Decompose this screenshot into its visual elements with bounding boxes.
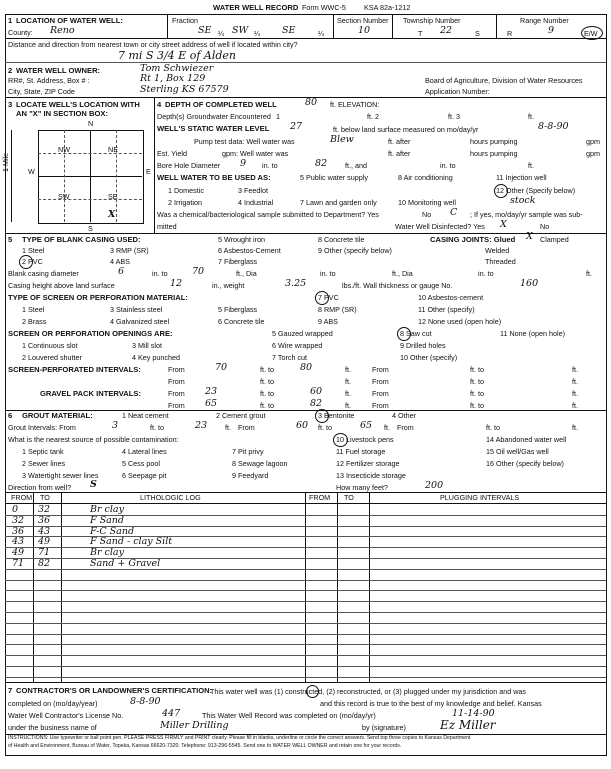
gravel-ft-2: ft. [345,401,351,410]
gravel-from-1: From [168,389,185,398]
log-row-line [5,655,606,656]
log-to-header: TO [40,493,50,502]
distance-value: 7 mi S 3/4 E of Alden [118,49,236,62]
township-label: Township Number [403,16,461,25]
section-number-value: 10 [358,25,371,36]
static-level-value: 27 [290,121,303,132]
city-label: City, State, ZIP Code [8,87,75,96]
gravel-to-1-value: 60 [310,386,323,397]
log-row-line [5,677,606,678]
bore-in-to-2: in. to [440,161,456,170]
bore-value: 9 [240,158,247,169]
diameter-in-to: in. to [152,269,168,278]
grout-label: GROUT MATERIAL: [22,411,93,420]
screen-9: 9 ABS [318,317,338,326]
township-s: S [475,29,480,38]
section-1-number: 1 [8,16,13,25]
signature-value: Ez Miller [440,718,496,732]
opening-11: 11 None (open hole) [500,329,565,338]
how-many-value: 200 [425,480,444,491]
opening-3: 3 Mill slot [132,341,162,350]
log-row-line [5,569,606,570]
sample-mitted: mitted [157,222,177,231]
log-row-from: 49 [12,547,25,558]
source-12: 12 Fertilizer storage [336,459,400,468]
joints-glued-x: X [526,231,533,242]
yield-gpm: gpm: Well water was [222,149,289,158]
groundwater-3: ft. 3 [448,112,460,121]
direction-value: S [90,479,97,490]
casing-9: 9 Other (specify below) [318,246,392,255]
grout-intervals-label: Grout Intervals: From [8,423,76,432]
section-5-number: 5 [8,235,13,244]
fraction-3: SE [282,25,296,36]
location-x-mark: X [108,209,116,220]
screen-7: 7 PVC [318,293,339,302]
bore-to-value: 82 [315,158,328,169]
opening-6: 6 Wire wrapped [272,341,323,350]
instructions-line-1: INSTRUCTIONS: Use typewriter or ball point pen. PLEASE PRESS FIRMLY and PRINT clearly. Please fill in blanks, underline or circle the correct answers. Send top three copies to Kansas Department [8,735,471,741]
contamination-label: What is the nearest source of possible contamination: [8,435,179,444]
constructed-circle [306,685,319,698]
address-label: RR#, St. Address, Box # : [8,76,90,85]
perf-ft-1: ft. [345,365,351,374]
sample-c-mark: C [450,207,458,218]
township-value: 22 [440,25,453,36]
log-row-description: Br clay [90,547,124,558]
openings-label: SCREEN OR PERFORATION OPENINGS ARE: [8,329,173,338]
other-use-value: stock [510,195,536,206]
pump-test-value: Blew [330,134,354,145]
range-ew-circle [581,26,603,40]
bore-label: Bore Hole Diameter [157,161,221,170]
gravel-from-r2: From [372,401,389,410]
grout-2-from: 60 [296,420,309,431]
gravel-to-r1: ft. to [470,389,484,398]
casing-2: 2 PVC [22,257,43,266]
yield-gpm-end: gpm [586,149,600,158]
opening-2: 2 Louvered shutter [22,353,82,362]
instructions-line-2: of Health and Environment, Bureau of Water, Topeka, Kansas 66620-7320. Telephone: 913-296-5545. Send one to WATER WELL OWNER and retain one for your records. [8,743,402,749]
use-8: 8 Air conditioning [398,173,453,182]
log-row-description: F Sand [90,515,124,526]
county-label: County: [8,28,33,37]
pump-gpm: gpm [586,137,600,146]
depth-value: 80 [305,97,318,108]
perf-from-1: From [168,365,185,374]
certification-label: CONTRACTOR'S OR LANDOWNER'S CERTIFICATION: [16,686,213,695]
log-row-line [5,644,606,645]
quadrant-nw: NW [58,145,70,154]
casing-5: 5 Wrought iron [218,235,266,244]
casing-weight-value: 3.25 [285,278,307,289]
log-row-to: 82 [38,558,51,569]
gravel-label: GRAVEL PACK INTERVALS: [40,389,141,398]
casing-3: 3 RMP (SR) [110,246,149,255]
perf-ft-2: ft. [572,365,578,374]
certification-line-2: and this record is true to the best of my knowledge and belief. Kansas [320,699,542,708]
pump-ft-after: ft. after [388,137,411,146]
quarter-2: ¼ [254,29,260,38]
address-value: Rt 1, Box 129 [140,73,206,84]
plugging-header: PLUGGING INTERVALS [440,493,520,502]
opening-9: 9 Drilled holes [400,341,446,350]
gravel-from-1-value: 23 [205,386,218,397]
locate-label-1: LOCATE WELL'S LOCATION WITH [16,100,140,109]
quarter-1: ¼ [218,29,224,38]
casing-2-circle [19,255,33,269]
quarter-3: ¼ [318,29,324,38]
grout-2-ft-from: ft. [384,423,390,432]
screen-2: 2 Brass [22,317,47,326]
diameter-ft-dia: ft., Dia [236,269,257,278]
mile-label: 1 Mile [1,152,10,172]
screen-5: 5 Fiberglass [218,305,258,314]
static-level-label: WELL'S STATIC WATER LEVEL [157,124,270,133]
screen-6: 6 Concrete tile [218,317,265,326]
perforated-label: SCREEN-PERFORATED INTERVALS: [8,365,141,374]
opening-4: 4 Key punched [132,353,180,362]
how-many-label: How many feet? [336,483,388,492]
source-3: 3 Watertight sewer lines [22,471,99,480]
bore-ft: ft. [528,161,534,170]
range-label: Range Number [520,16,569,25]
depth-label: DEPTH OF COMPLETED WELL [165,100,277,109]
joints-welded: Welded [485,246,510,255]
compass-e: E [146,167,151,176]
fraction-2: SW [232,25,249,36]
license-value: 447 [162,708,181,719]
log-row-description: Sand + Gravel [90,558,161,569]
yield-ft-after: ft. after [388,149,411,158]
casing-height-value: 12 [170,278,183,289]
range-r: R [507,29,513,38]
yield-hours: hours pumping [470,149,518,158]
compass-n: N [88,119,94,128]
log-row-line [5,601,606,602]
use-11: 11 Injection well [496,173,547,182]
casing-7: 7 Fiberglass [218,257,258,266]
grout-4: 4 Other [392,411,416,420]
plug-from-header: FROM [309,493,331,502]
perf-from-2: From [372,365,389,374]
perf-from-4: From [372,377,389,386]
use-5: 5 Public water supply [300,173,368,182]
screen-10: 10 Asbestos-cement [418,293,484,302]
section-box [38,130,144,224]
grout-3-to-label: ft. to [486,423,500,432]
gravel-to-2-value: 82 [310,398,323,409]
compass-w: W [28,167,35,176]
direction-label: Direction from well? [8,483,72,492]
use-2: 2 Irrigation [168,198,202,207]
section-number-label: Section Number [337,16,389,25]
log-row-description: Br clay [90,504,124,515]
quadrant-ne: NE [108,145,118,154]
grout-1-ft-from: ft. [225,423,231,432]
diameter-label: Blank casing diameter [8,269,79,278]
grout-3-from-label: From [397,423,414,432]
owner-value: Tom Schwiezer [140,63,214,74]
gravel-from-2: From [168,401,185,410]
certification-line-1: This water well was (1) constructed, (2) reconstructed, or (3) plugged under my jurisdiction and was [210,687,526,696]
distance-label: Distance and direction from nearest town or city street address of well if located within city? [8,40,298,49]
use-10: 10 Monitoring well [398,198,456,207]
opening-5: 5 Gauzed wrapped [272,329,333,338]
opening-1: 1 Continuous slot [22,341,78,350]
fraction-label: Fraction [172,16,198,25]
joints-clamped: Clamped [540,235,569,244]
grout-2-from-label: From [238,423,255,432]
record-completed-date: 11-14-90 [452,708,495,719]
static-level-date: 8-8-90 [538,121,569,132]
log-row-description: F-C Sand [90,526,135,537]
source-7: 7 Pit privy [232,447,264,456]
log-row-to: 32 [38,504,51,515]
sample-no: No [422,210,432,219]
source-5: 5 Cess pool [122,459,160,468]
source-13: 13 Insecticide storage [336,471,406,480]
grout-1-from: 3 [112,420,119,431]
gravel-to-r2: ft. to [470,401,484,410]
source-15: 15 Oil well/Gas well [486,447,549,456]
business-value: Miller Drilling [160,720,229,731]
grout-3-ft: ft. [572,423,578,432]
casing-weight-label: in., weight [212,281,245,290]
log-row-to: 43 [38,526,51,537]
location-label: LOCATION OF WATER WELL: [16,16,123,25]
use-7: 7 Lawn and garden only [300,198,377,207]
use-12-circle [494,184,508,198]
source-2: 2 Sewer lines [22,459,66,468]
bore-in-to: in. to [262,161,278,170]
use-4: 4 Industrial [238,198,274,207]
diameter-to-value: 70 [192,266,205,277]
city-value: Sterling KS 67579 [140,84,229,95]
screen-4: 4 Galvanized steel [110,317,170,326]
compass-s: S [88,224,93,233]
log-row-line [5,612,606,613]
opening-8: 8 Saw cut [400,329,432,338]
groundwater-ft: ft. [528,112,534,121]
screen-3: 3 Stainless steel [110,305,163,314]
section-7-number: 7 [8,686,13,695]
log-from-header: FROM [11,493,33,502]
perf-to-1: ft. to [260,365,274,374]
grout-2: 2 Cement grout [216,411,266,420]
source-14: 14 Abandoned water well [486,435,567,444]
casing-height-label: Casing height above land surface [8,281,115,290]
log-row-from: 43 [12,536,25,547]
screen-11: 11 Other (specify) [418,305,475,314]
groundwater-1: 1 [276,112,280,121]
use-12: 12 Other (Specify below) [496,186,576,195]
log-row-from: 71 [12,558,25,569]
range-value: 9 [548,25,555,36]
lithologic-header: LITHOLOGIC LOG [140,493,201,502]
section-3-number: 3 [8,100,13,109]
application-number-label: Application Number: [425,87,490,96]
disinfected-label: Water Well Disinfected? Yes [395,222,485,231]
log-row-line [5,666,606,667]
static-level-rest: ft. below land surface measured on mo/day/yr [333,125,479,134]
grout-1-to-label: ft. to [150,423,164,432]
fraction-1: SE [198,25,212,36]
casing-1: 1 Steel [22,246,45,255]
log-row-from: 36 [12,526,25,537]
log-row-to: 36 [38,515,51,526]
quadrant-se: SE [108,192,118,201]
board-label: Board of Agriculture, Division of Water Resources [425,76,583,85]
township-t: T [418,29,423,38]
gravel-from-r1: From [372,389,389,398]
joints-label: CASING JOINTS: Glued [430,235,516,244]
form-number: Form WWC-5 [302,3,346,12]
log-row-to: 71 [38,547,51,558]
source-16: 16 Other (specify below) [486,459,564,468]
grout-2-to-label: ft. to [318,423,332,432]
groundwater-2: ft. 2 [367,112,379,121]
completed-label: completed on (mo/day/year) [8,699,98,708]
diameter-ft-dia-2: ft., Dia [392,269,413,278]
source-10-circle [333,433,348,447]
county-value: Reno [50,25,75,36]
source-1: 1 Septic tank [22,447,64,456]
bore-rest: ft., and [345,161,367,170]
screen-12: 12 None used (open hole) [418,317,502,326]
quadrant-sw: SW [58,192,70,201]
gauge-value: 160 [520,278,539,289]
pump-test-label: Pump test data: Well water was [194,137,295,146]
joints-threaded: Threaded [485,257,516,266]
gravel-ft-r1: ft. [572,389,578,398]
ksa-reference: KSA 82a-1212 [364,3,411,12]
license-label: Water Well Contractor's License No. [8,711,124,720]
uses-label: WELL WATER TO BE USED AS: [157,173,271,182]
casing-4: 4 ABS [110,257,130,266]
elevation-label: ft. ELEVATION: [330,100,380,109]
screen-7-circle [315,291,329,305]
diameter-in-to-3: in. to [478,269,494,278]
perf-from-3: From [168,377,185,386]
log-row-description: F Sand - clay Silt [90,536,173,547]
grout-3-circle [315,409,329,423]
perf-to-3: ft. to [260,377,274,386]
perf-to-2: ft. to [470,365,484,374]
section-6-number: 6 [8,411,13,420]
casing-8: 8 Concrete tile [318,235,365,244]
owner-label: WATER WELL OWNER: [16,66,101,75]
gravel-to-2: ft. to [260,401,274,410]
log-row-line [5,590,606,591]
gravel-ft-r2: ft. [572,401,578,410]
opening-7: 7 Torch cut [272,353,308,362]
screen-material-label: TYPE OF SCREEN OR PERFORATION MATERIAL: [8,293,188,302]
source-10: 10 Livestock pens [336,435,394,444]
grout-3: 3 Bentonite [318,411,355,420]
perf-ft-4: ft. [572,377,578,386]
form-title: WATER WELL RECORD [213,3,299,12]
grout-1: 1 Neat cement [122,411,169,420]
diameter-ft: ft. [586,269,592,278]
section-4-number: 4 [157,100,162,109]
signature-label: by (signature) [362,723,406,732]
gravel-ft-1: ft. [345,389,351,398]
grout-1-to: 23 [195,420,208,431]
log-row-line [5,580,606,581]
perf-from-value: 70 [215,362,228,373]
section-2-number: 2 [8,66,13,75]
gravel-from-2-value: 65 [205,398,218,409]
sample-question: Was a chemical/bacteriological sample submitted to Department? Yes [157,210,379,219]
opening-8-circle [397,327,411,341]
perf-to-4: ft. to [470,377,484,386]
disinfected-no: No [540,222,550,231]
sample-if-yes: ; If yes, mo/day/yr sample was sub- [470,210,583,219]
screen-8: 8 RMP (SR) [318,305,357,314]
source-11: 11 Fuel storage [336,447,386,456]
range-ew: E/W [584,29,598,38]
opening-10: 10 Other (specify) [400,353,458,362]
diameter-value: 6 [118,266,125,277]
casing-6: 6 Asbestos-Cement [218,246,281,255]
use-1: 1 Domestic [168,186,204,195]
casing-lbs-label: lbs./ft. Wall thickness or gauge No. [342,281,453,290]
perf-to-value: 80 [300,362,313,373]
perf-ft-3: ft. [345,377,351,386]
plug-to-header: TO [344,493,354,502]
pump-hours: hours pumping [470,137,518,146]
source-4: 4 Lateral lines [122,447,167,456]
log-row-to: 49 [38,536,51,547]
business-label: under the business name of [8,723,97,732]
completed-date: 8-8-90 [130,696,161,707]
source-8: 8 Sewage lagoon [232,459,288,468]
locate-label-2: AN "X" IN SECTION BOX: [16,109,109,118]
use-3: 3 Feedlot [238,186,268,195]
source-9: 9 Feedyard [232,471,269,480]
disinfected-x: X [500,219,507,230]
diameter-in-to-2: in. to [320,269,336,278]
source-6: 6 Seepage pit [122,471,167,480]
casing-label: TYPE OF BLANK CASING USED: [22,235,141,244]
log-row-line [5,634,606,635]
screen-1: 1 Steel [22,305,45,314]
record-completed-label: This Water Well Record was completed on (mo/day/yr) [202,711,376,720]
log-row-line [5,623,606,624]
log-row-from: 32 [12,515,25,526]
grout-2-to: 65 [360,420,373,431]
yield-label: Est. Yield [157,149,187,158]
groundwater-label: Depth(s) Groundwater Encountered [157,112,271,121]
gravel-to-1: ft. to [260,389,274,398]
log-row-from: 0 [12,504,19,515]
